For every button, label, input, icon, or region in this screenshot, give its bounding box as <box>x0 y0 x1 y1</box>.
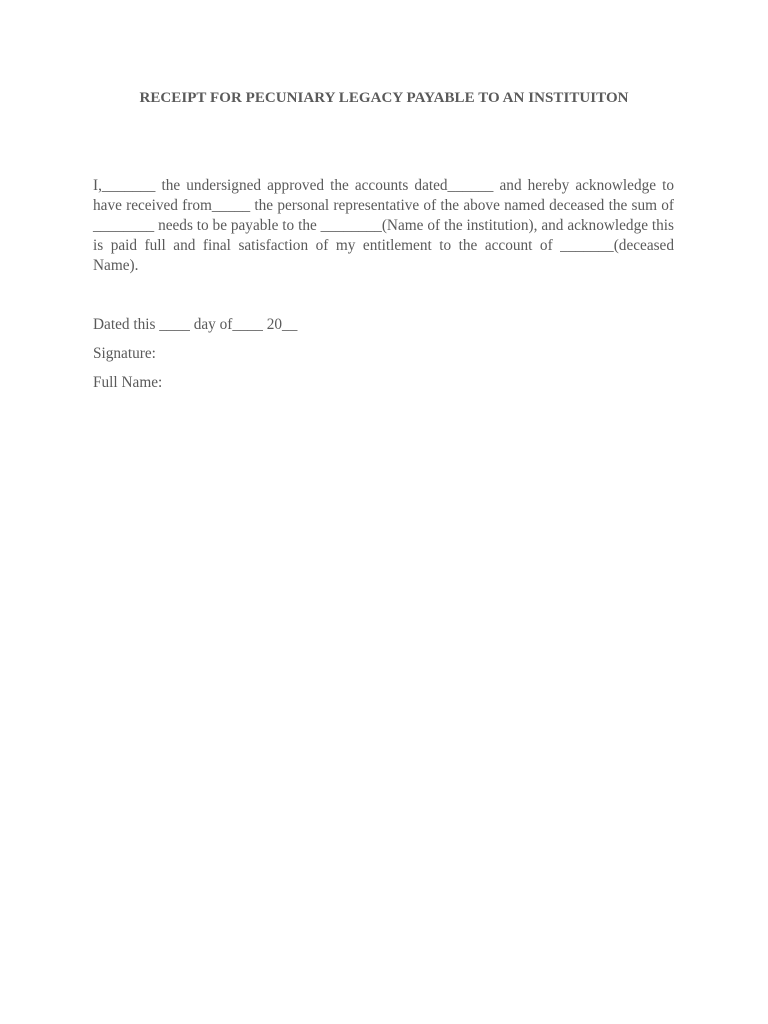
signature-label: Signature: <box>93 345 156 362</box>
receipt-body-paragraph: I,_______ the undersigned approved the accounts dated______ and hereby acknowledge to have received from_____ the personal representative of the above named deceased the sum of ________ needs to be payable to the ________(Name of the institution), and acknowledge this is paid full and final satisfaction of my entitlement to the account of _______(deceased Name). <box>93 177 674 274</box>
dated-line: Dated this ____ day of____ 20__ <box>93 316 298 333</box>
document-title: RECEIPT FOR PECUNIARY LEGACY PAYABLE TO AN INSTITUITON <box>139 90 629 106</box>
full-name-label: Full Name: <box>93 374 163 391</box>
